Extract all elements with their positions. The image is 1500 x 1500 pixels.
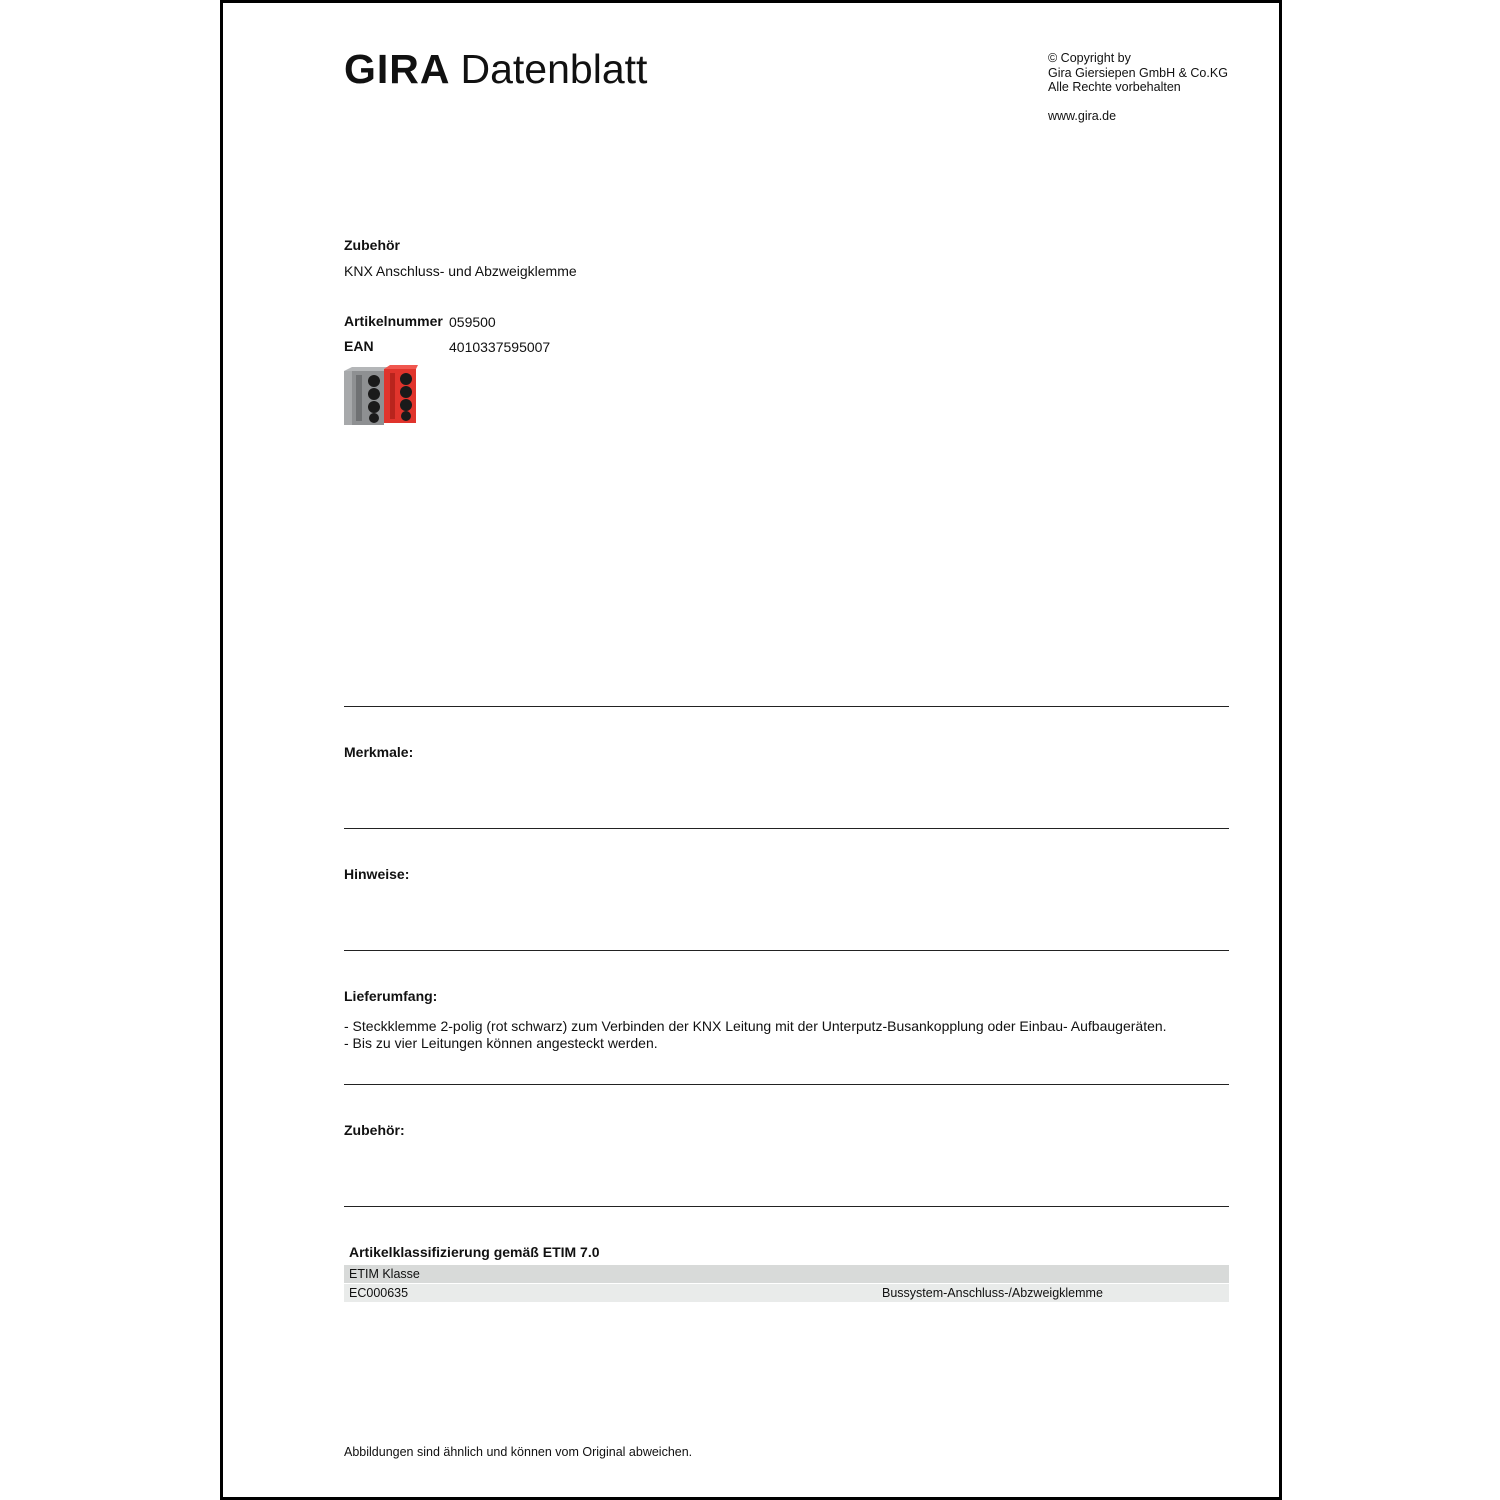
- copyright-line: Alle Rechte vorbehalten: [1048, 80, 1181, 94]
- product-image: [344, 365, 418, 427]
- divider: [344, 706, 1229, 707]
- gira-logo: [344, 45, 647, 93]
- etim-header-row: [344, 1265, 1229, 1283]
- divider: [344, 1206, 1229, 1207]
- brand-name: GIRA: [344, 46, 451, 92]
- website-link[interactable]: www.gira.de: [1048, 108, 1117, 123]
- copyright-line: Gira Giersiepen GmbH & Co.KG: [1048, 65, 1228, 80]
- datasheet-page: [220, 0, 1282, 1500]
- divider: [344, 950, 1229, 951]
- red-terminal-groove: [390, 373, 395, 419]
- section-title-merkmale: Merkmale:: [344, 744, 414, 760]
- wire-opening: [368, 388, 380, 400]
- red-terminal-top: [384, 365, 418, 369]
- ean-label: EAN: [344, 338, 374, 354]
- ean-value: 4010337595007: [449, 339, 551, 355]
- product-category: Zubehör: [344, 237, 400, 253]
- wire-opening: [368, 401, 380, 413]
- section-title-hinweise: Hinweise:: [344, 866, 410, 882]
- document-type: Datenblatt: [460, 46, 648, 92]
- lieferumfang-line: - Steckklemme 2-polig (rot schwarz) zum Verbinden der KNX Leitung mit der Unterputz-Busankopplung oder Einbau- Aufbaugeräten.: [344, 1018, 1167, 1034]
- section-title-lieferumfang: Lieferumfang:: [344, 988, 438, 1004]
- lieferumfang-line: - Bis zu vier Leitungen können angesteckt werden.: [344, 1035, 658, 1051]
- product-name: KNX Anschluss- und Abzweigklemme: [344, 263, 577, 279]
- etim-title: Artikelklassifizierung gemäß ETIM 7.0: [349, 1244, 600, 1260]
- footer-note: Abbildungen sind ähnlich und können vom Original abweichen.: [344, 1445, 693, 1459]
- section-title-zubehoer: Zubehör:: [344, 1122, 405, 1138]
- etim-header-label: ETIM Klasse: [349, 1267, 420, 1281]
- wire-opening: [400, 386, 412, 398]
- wire-opening: [368, 375, 380, 387]
- wire-opening: [400, 373, 412, 385]
- article-number-label: Artikelnummer: [344, 313, 443, 329]
- wire-opening: [401, 411, 411, 421]
- etim-class-code: EC000635: [349, 1286, 409, 1300]
- etim-data-row: [344, 1284, 1229, 1302]
- wire-opening: [400, 399, 412, 411]
- etim-class-description: Bussystem-Anschluss-/Abzweigklemme: [882, 1286, 1103, 1300]
- grey-terminal-groove: [356, 375, 362, 421]
- wire-opening: [369, 413, 379, 423]
- copyright-line: © Copyright by: [1048, 51, 1131, 65]
- grey-terminal-side: [344, 371, 352, 425]
- copyright-block: [1048, 51, 1228, 123]
- article-number-value: 059500: [449, 314, 496, 330]
- divider: [344, 828, 1229, 829]
- divider: [344, 1084, 1229, 1085]
- grey-terminal-top: [344, 367, 390, 371]
